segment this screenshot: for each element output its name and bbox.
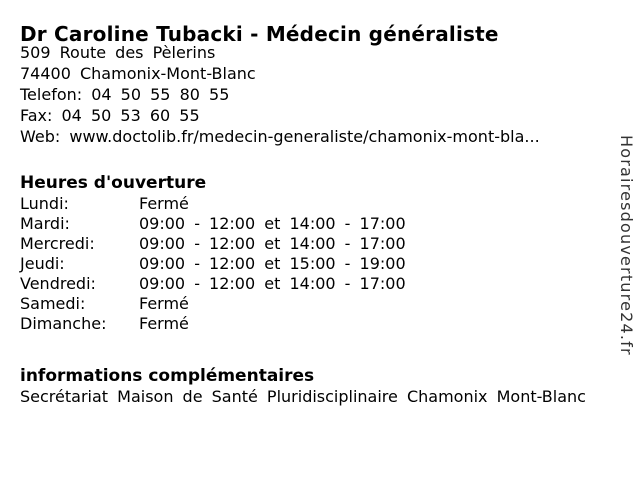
fax-label: Fax: [20,106,53,125]
website-link[interactable]: www.doctolib.fr/medecin-generaliste/chamonix-mont-bla... [69,127,540,146]
opening-hours-heading: Heures d'ouverture [20,173,207,194]
day-label: Jeudi: [20,254,65,273]
phone-label: Telefon: [20,85,83,104]
day-hours: 09:00 - 12:00 et 14:00 - 17:00 [139,234,406,253]
hours-row-wednesday [20,234,406,254]
day-label: Lundi: [20,194,69,213]
hours-row-saturday [20,294,406,314]
fax-line [20,105,540,126]
page-title: Dr Caroline Tubacki - Médecin généraliste [20,22,499,47]
day-hours: Fermé [139,294,189,313]
additional-info-text: Secrétariat Maison de Santé Pluridisciplinaire Chamonix Mont-Blanc [20,387,586,406]
day-hours: Fermé [139,314,189,333]
contact-block [20,42,540,147]
fax-number: 04 50 53 60 55 [61,106,200,125]
web-label: Web: [20,127,61,146]
day-label: Dimanche: [20,314,107,333]
day-label: Samedi: [20,294,86,313]
additional-info-heading: informations complémentaires [20,366,315,387]
address-street: 509 Route des Pèlerins [20,43,216,62]
hours-row-monday [20,194,406,214]
phone-number: 04 50 55 80 55 [91,85,230,104]
day-hours: 09:00 - 12:00 et 14:00 - 17:00 [139,214,406,233]
day-label: Vendredi: [20,274,96,293]
day-hours: 09:00 - 12:00 et 15:00 - 19:00 [139,254,406,273]
hours-row-thursday [20,254,406,274]
day-hours: Fermé [139,194,189,213]
day-label: Mercredi: [20,234,95,253]
web-line [20,126,540,147]
day-label: Mardi: [20,214,70,233]
watermark-site-link[interactable]: Horairesdouverture24.fr [617,135,636,356]
address-city: 74400 Chamonix-Mont-Blanc [20,64,256,83]
hours-row-friday [20,274,406,294]
day-hours: 09:00 - 12:00 et 14:00 - 17:00 [139,274,406,293]
hours-row-tuesday [20,214,406,234]
phone-line [20,84,540,105]
opening-hours-table [20,194,406,334]
hours-row-sunday [20,314,406,334]
